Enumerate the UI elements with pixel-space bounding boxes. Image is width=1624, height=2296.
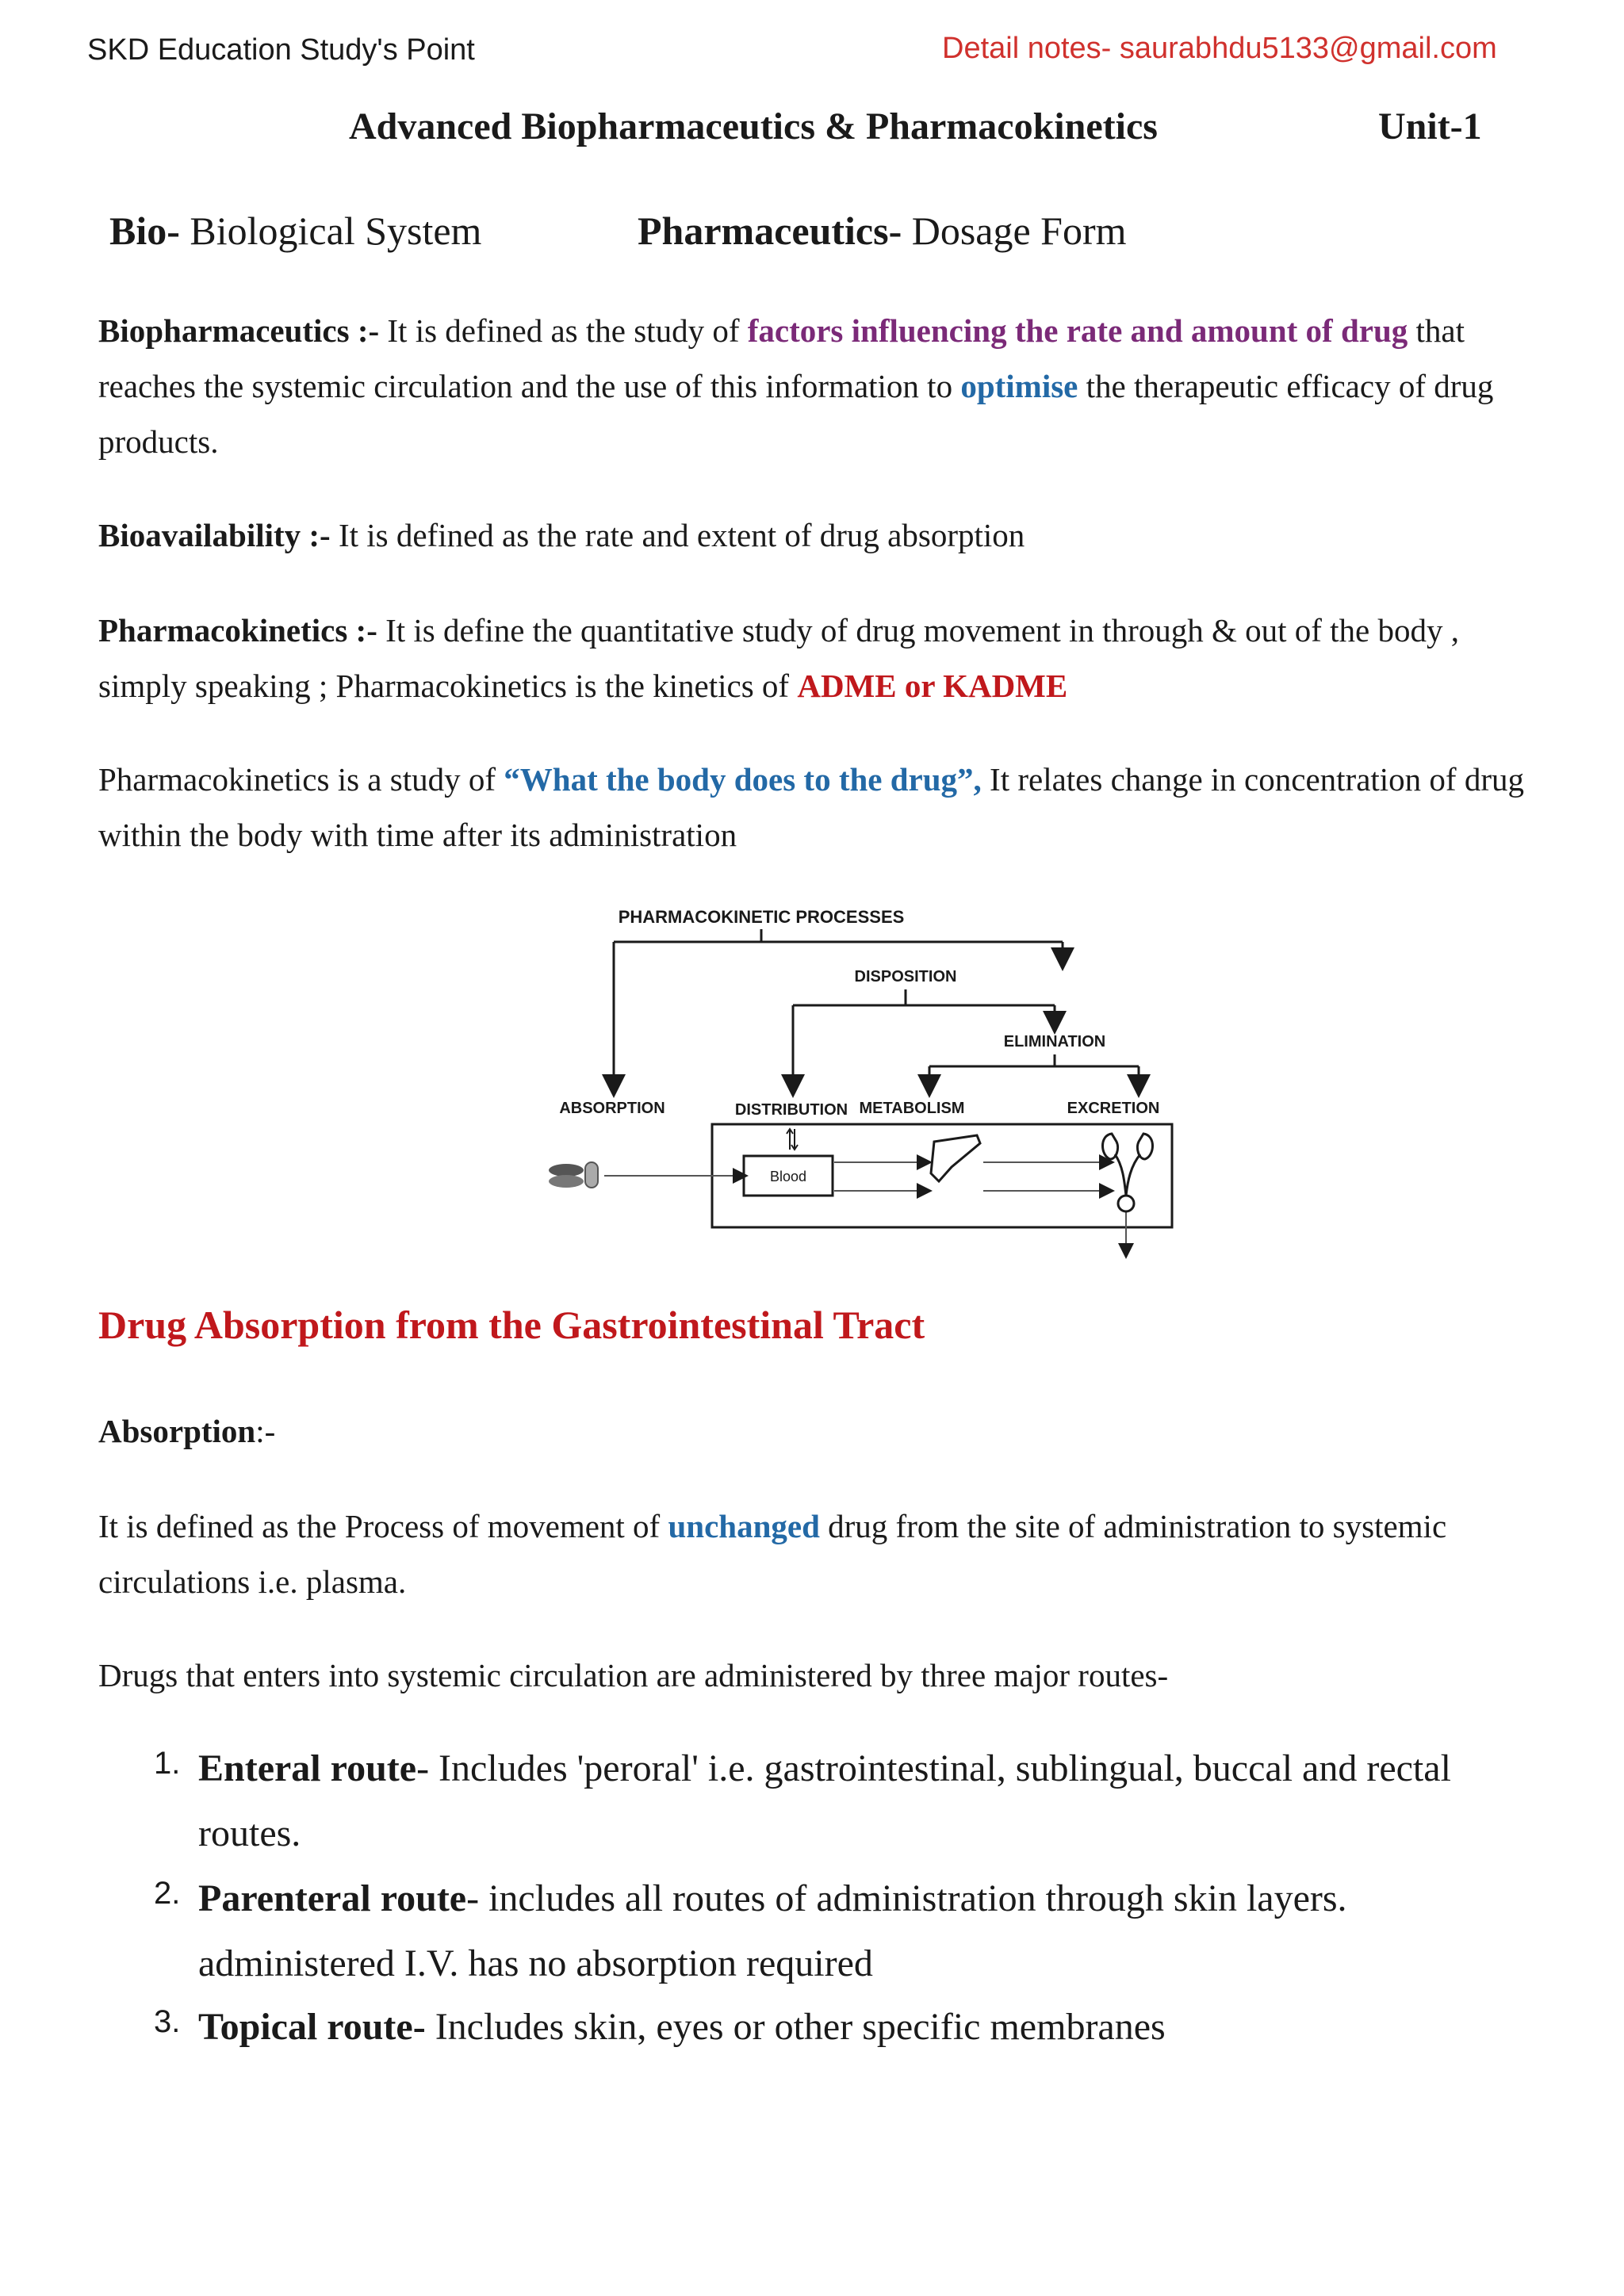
absorption-text-2: drug from the site of administration to systemic circulations i.e. plasma. [98,1508,1447,1600]
bio-term: Bio- [109,209,180,253]
pill-icon [549,1162,598,1188]
bioavailability-term: Bioavailability :- [98,517,331,553]
section-heading: Drug Absorption from the Gastrointestinal Tract [98,1303,925,1347]
absorption-text-1: It is defined as the Process of movement of [98,1508,668,1544]
pk-study-paragraph [98,752,1542,863]
unit-label: Unit-1 [1378,105,1482,147]
biopharmaceutics-term: Biopharmaceutics :- [98,312,380,349]
liver-icon [931,1135,980,1181]
list-text [198,1995,1546,2060]
blood-label: Blood [769,1169,807,1184]
distribution-double-arrow [787,1129,798,1150]
diagram-absorption: ABSORPTION [559,1100,665,1117]
diagram-elimination: ELIMINATION [1003,1033,1106,1050]
diagram-metabolism: METABOLISM [859,1100,965,1117]
biopharmaceutics-text-1: It is defined as the study of [379,312,748,349]
pk-study-text-1: Pharmacokinetics is a study of [98,761,504,798]
pharmacokinetics-term: Pharmacokinetics :- [98,612,377,649]
list-number: 1. [154,1746,181,1781]
header-right[interactable]: Detail notes- saurabhdu5133@gmail.com [942,32,1497,65]
pk-study-text-2: It relates change in concentration of drug within the body with time after its administration [98,761,1524,853]
bioavailability-paragraph [98,507,1542,563]
route-term: Topical route- [198,2006,426,2048]
diagram-title: PHARMACOKINETIC PROCESSES [618,907,905,927]
absorption-term: Absorption [98,1413,256,1449]
bio-desc: Biological System [179,209,482,253]
diagram-distribution: DISTRIBUTION [734,1101,848,1119]
header-left: SKD Education Study's Point [87,33,475,67]
pharmacokinetic-processes-diagram [539,896,1197,1261]
biopharmaceutics-text-3: the therapeutic efficacy of drug products. [98,368,1494,460]
pharmaceutics-definition [638,208,1127,254]
list-number: 2. [154,1876,181,1911]
absorption-paragraph [98,1498,1542,1609]
diagram-disposition: DISPOSITION [854,968,957,985]
absorption-heading [98,1403,1542,1459]
route-desc: - includes all routes of administration through skin layers. administered I.V. has no absorption required [198,1877,1347,1984]
bioavailability-text: It is defined as the rate and extent of drug absorption [330,517,1025,553]
absorption-highlight: unchanged [668,1508,820,1544]
route-desc: Includes skin, eyes or other specific membranes [425,2006,1166,2048]
pharmacokinetics-text: It is define the quantitative study of drug movement in through & out of the body , simply speaking ; Pharmacokinetics is the kinetics of [98,612,1459,704]
biopharmaceutics-highlight-2: optimise [960,368,1078,404]
page-title: Advanced Biopharmaceutics & Pharmacokinetics [349,105,1158,147]
biopharmaceutics-paragraph [98,303,1542,469]
biopharmaceutics-text-2: that reaches the systemic circulation and the use of this information to [98,312,1465,404]
list-text [198,1736,1546,1866]
route-desc: - Includes 'peroral' i.e. gastrointestinal, sublingual, buccal and rectal routes. [198,1747,1451,1854]
kidney-icon [1103,1134,1153,1211]
routes-intro: Drugs that enters into systemic circulation are administered by three major routes- [98,1657,1169,1693]
pharmacokinetics-paragraph [98,603,1542,714]
pk-study-highlight: “What the body does to the drug”, [504,761,982,798]
pharmaceutics-term: Pharmaceutics- [638,209,902,253]
pharmacokinetics-highlight: ADME or KADME [797,668,1068,704]
route-term: Enteral route [198,1747,417,1789]
absorption-suffix: :- [255,1413,276,1449]
list-number: 3. [154,2004,181,2039]
biopharmaceutics-highlight-1: factors influencing the rate and amount of drug [747,312,1408,349]
diagram-excretion: EXCRETION [1067,1100,1160,1117]
list-text [198,1866,1546,1996]
bio-definition [109,208,481,254]
pharmaceutics-desc: Dosage Form [902,209,1127,253]
route-term: Parenteral route [198,1877,467,1919]
